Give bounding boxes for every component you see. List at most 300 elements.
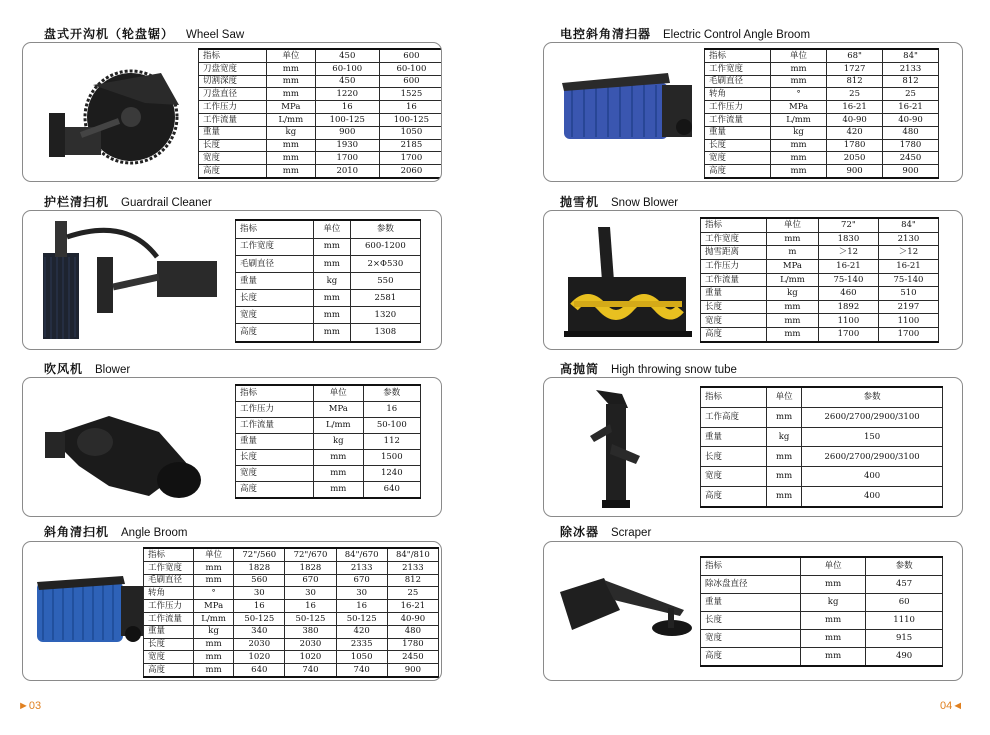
spec-label-cell: 宽度 bbox=[144, 651, 194, 664]
spec-label-cell: 高度 bbox=[701, 328, 767, 342]
spec-value-cell: 30 bbox=[234, 587, 285, 600]
spec-label-cell: 高度 bbox=[701, 486, 767, 507]
spec-label-cell: 长度 bbox=[701, 447, 767, 467]
spec-label-cell: 工作宽度 bbox=[144, 561, 194, 574]
spec-value-cell: 2133 bbox=[883, 62, 939, 75]
spec-value-cell: 2030 bbox=[285, 638, 336, 651]
spec-header-row bbox=[705, 49, 939, 62]
spec-value-cell: 480 bbox=[883, 126, 939, 139]
spec-unit-cell: mm bbox=[801, 647, 866, 666]
electric-angle-broom-card bbox=[543, 42, 963, 182]
spec-label-cell: 长度 bbox=[701, 611, 801, 629]
spec-row bbox=[701, 647, 943, 666]
spec-value-cell: 900 bbox=[883, 165, 939, 178]
spec-label-cell: 工作压力 bbox=[199, 101, 267, 114]
spec-unit-cell: mm bbox=[767, 467, 802, 487]
spec-unit-cell: MPa bbox=[771, 101, 827, 114]
spec-value-cell: 900 bbox=[387, 664, 438, 677]
spec-label-cell: 长度 bbox=[199, 139, 267, 152]
spec-unit-cell: mm bbox=[194, 664, 234, 677]
spec-value-cell: 112 bbox=[363, 434, 420, 450]
spec-unit-cell: mm bbox=[767, 328, 819, 342]
spec-value-cell: 1110 bbox=[866, 611, 943, 629]
spec-value-cell: 457 bbox=[866, 576, 943, 594]
spec-label-cell: 宽度 bbox=[701, 314, 767, 328]
spec-value-cell: 740 bbox=[336, 664, 387, 677]
spec-row bbox=[199, 152, 443, 165]
spec-value-cell: 参数 bbox=[802, 387, 943, 408]
spec-value-cell: 16 bbox=[363, 402, 420, 418]
spec-value-cell: 380 bbox=[285, 625, 336, 638]
spec-value-cell: 1700 bbox=[878, 328, 938, 342]
spec-row bbox=[236, 272, 421, 289]
spec-label-cell: 长度 bbox=[705, 139, 771, 152]
spec-unit-cell: L/mm bbox=[314, 418, 364, 434]
spec-unit-cell: mm bbox=[314, 290, 351, 307]
spec-row bbox=[144, 664, 439, 677]
spec-value-cell: 450 bbox=[315, 75, 379, 88]
spec-label-cell: 宽度 bbox=[236, 465, 314, 481]
spec-value-cell: 30 bbox=[285, 587, 336, 600]
spec-value-cell: 420 bbox=[827, 126, 883, 139]
spec-label-cell: 切割深度 bbox=[199, 75, 267, 88]
spec-label-cell: 重量 bbox=[701, 287, 767, 301]
spec-row bbox=[701, 232, 939, 246]
spec-value-cell: 1700 bbox=[315, 152, 379, 165]
spec-value-cell: 40-90 bbox=[883, 114, 939, 127]
spec-value-cell: 1828 bbox=[285, 561, 336, 574]
spec-value-cell: 16 bbox=[234, 600, 285, 613]
spec-value-cell: 75-140 bbox=[818, 273, 878, 287]
spec-row bbox=[199, 165, 443, 178]
spec-row bbox=[236, 324, 421, 342]
spec-value-cell: 50-100 bbox=[363, 418, 420, 434]
spec-row bbox=[199, 139, 443, 152]
snow-blower-spec-table bbox=[700, 217, 939, 343]
spec-value-cell: 670 bbox=[336, 574, 387, 587]
spec-row bbox=[144, 613, 439, 626]
spec-row bbox=[701, 629, 943, 647]
spec-label-cell: 重量 bbox=[236, 434, 314, 450]
spec-value-cell: 16-21 bbox=[883, 101, 939, 114]
spec-row bbox=[701, 300, 939, 314]
spec-label-cell: 高度 bbox=[199, 165, 267, 178]
spec-unit-cell: mm bbox=[771, 165, 827, 178]
spec-value-cell: 1100 bbox=[818, 314, 878, 328]
spec-row bbox=[144, 600, 439, 613]
spec-value-cell: 1020 bbox=[285, 651, 336, 664]
blower-image bbox=[39, 396, 219, 502]
spec-row bbox=[705, 126, 939, 139]
spec-value-cell: 400 bbox=[802, 467, 943, 487]
spec-value-cell: 16 bbox=[379, 101, 442, 114]
spec-value-cell: 600-1200 bbox=[350, 238, 420, 255]
spec-row bbox=[236, 290, 421, 307]
spec-value-cell: 420 bbox=[336, 625, 387, 638]
spec-row bbox=[236, 238, 421, 255]
spec-label-cell: 高度 bbox=[236, 481, 314, 498]
spec-value-cell: 1828 bbox=[234, 561, 285, 574]
scraper-spec-table bbox=[700, 556, 943, 667]
spec-label-cell: 高度 bbox=[236, 324, 314, 342]
spec-header-row bbox=[199, 49, 443, 62]
spec-row bbox=[236, 255, 421, 272]
spec-row bbox=[199, 62, 443, 75]
spec-value-cell: 2185 bbox=[379, 139, 442, 152]
spec-value-cell: ＞12 bbox=[818, 246, 878, 260]
spec-label-cell: 重量 bbox=[705, 126, 771, 139]
scraper-image bbox=[554, 560, 694, 660]
page-number-left: ►03 bbox=[18, 700, 42, 712]
guardrail-cleaner-spec-table bbox=[235, 219, 421, 343]
spec-label-cell: 工作压力 bbox=[236, 402, 314, 418]
spec-unit-cell: MPa bbox=[767, 260, 819, 274]
spec-unit-cell: mm bbox=[267, 152, 316, 165]
spec-value-cell: ＞12 bbox=[878, 246, 938, 260]
spec-value-cell: 915 bbox=[866, 629, 943, 647]
snow-tube-image bbox=[566, 384, 676, 512]
spec-value-cell: 40-90 bbox=[387, 613, 438, 626]
spec-value-cell: 1700 bbox=[379, 152, 442, 165]
spec-value-cell: 40-90 bbox=[827, 114, 883, 127]
electric-angle-broom-title: 电控斜角清扫器 Electric Control Angle Broom bbox=[560, 27, 811, 41]
spec-unit-cell: mm bbox=[194, 638, 234, 651]
spec-label-cell: 高度 bbox=[144, 664, 194, 677]
spec-row bbox=[199, 114, 443, 127]
spec-value-cell: 480 bbox=[387, 625, 438, 638]
spec-row bbox=[705, 88, 939, 101]
spec-value-cell: 600 bbox=[379, 75, 442, 88]
spec-header-row bbox=[144, 548, 439, 561]
spec-label-cell: 抛雪距离 bbox=[701, 246, 767, 260]
spec-unit-cell: kg bbox=[801, 594, 866, 612]
blower-title: 吹风机 Blower bbox=[44, 362, 131, 376]
spec-value-cell: 400 bbox=[802, 486, 943, 507]
spec-row bbox=[701, 486, 943, 507]
spec-label-cell: 重量 bbox=[236, 272, 314, 289]
spec-value-cell: 1780 bbox=[827, 139, 883, 152]
spec-row bbox=[701, 611, 943, 629]
spec-value-cell: 50-125 bbox=[336, 613, 387, 626]
spec-value-cell: 84" bbox=[883, 49, 939, 62]
spec-row bbox=[705, 165, 939, 178]
spec-row bbox=[701, 314, 939, 328]
spec-unit-cell: mm bbox=[314, 465, 364, 481]
spec-row bbox=[705, 114, 939, 127]
spec-value-cell: 550 bbox=[350, 272, 420, 289]
spec-label-cell: 宽度 bbox=[236, 307, 314, 324]
guardrail-cleaner-image bbox=[37, 217, 227, 345]
spec-unit-cell: mm bbox=[267, 139, 316, 152]
spec-value-cell: 1930 bbox=[315, 139, 379, 152]
wheel-saw-title: 盘式开沟机（轮盘锯） Wheel Saw bbox=[44, 27, 245, 41]
spec-value-cell: 2130 bbox=[878, 232, 938, 246]
spec-label-cell: 工作流量 bbox=[144, 613, 194, 626]
spec-unit-cell: mm bbox=[767, 232, 819, 246]
spec-row bbox=[701, 328, 939, 342]
spec-value-cell: 50-125 bbox=[234, 613, 285, 626]
spec-label-cell: 长度 bbox=[236, 290, 314, 307]
spec-value-cell: 1240 bbox=[363, 465, 420, 481]
spec-label-cell: 指标 bbox=[236, 220, 314, 238]
spec-row bbox=[701, 427, 943, 447]
spec-unit-cell: mm bbox=[767, 314, 819, 328]
spec-value-cell: 812 bbox=[827, 75, 883, 88]
spec-value-cell: 1525 bbox=[379, 88, 442, 101]
spec-unit-cell: kg bbox=[314, 272, 351, 289]
spec-value-cell: 2133 bbox=[387, 561, 438, 574]
spec-row bbox=[701, 246, 939, 260]
spec-unit-cell: L/mm bbox=[267, 114, 316, 127]
spec-value-cell: 75-140 bbox=[878, 273, 938, 287]
spec-label-cell: 转角 bbox=[705, 88, 771, 101]
spec-label-cell: 指标 bbox=[236, 385, 314, 402]
spec-label-cell: 工作压力 bbox=[701, 260, 767, 274]
angle-broom-card bbox=[22, 541, 442, 681]
spec-value-cell: 84"/810 bbox=[387, 548, 438, 561]
spec-label-cell: 指标 bbox=[705, 49, 771, 62]
spec-header-row bbox=[701, 557, 943, 576]
spec-value-cell: 参数 bbox=[363, 385, 420, 402]
spec-value-cell: 2133 bbox=[336, 561, 387, 574]
spec-row bbox=[236, 402, 421, 418]
spec-unit-cell: MPa bbox=[314, 402, 364, 418]
spec-value-cell: 900 bbox=[827, 165, 883, 178]
spec-unit-cell: L/mm bbox=[194, 613, 234, 626]
spec-value-cell: 30 bbox=[336, 587, 387, 600]
spec-label-cell: 刀盘直径 bbox=[199, 88, 267, 101]
spec-unit-cell: mm bbox=[267, 88, 316, 101]
spec-value-cell: 490 bbox=[866, 647, 943, 666]
spec-label-cell: 指标 bbox=[701, 557, 801, 576]
spec-row bbox=[701, 467, 943, 487]
spec-unit-cell: mm bbox=[767, 300, 819, 314]
spec-row bbox=[701, 260, 939, 274]
spec-value-cell: 1020 bbox=[234, 651, 285, 664]
spec-value-cell: 1308 bbox=[350, 324, 420, 342]
spec-value-cell: 2600/2700/2900/3100 bbox=[802, 447, 943, 467]
spec-label-cell: 指标 bbox=[701, 218, 767, 232]
spec-value-cell: 参数 bbox=[866, 557, 943, 576]
spec-value-cell: 16-21 bbox=[827, 101, 883, 114]
spec-value-cell: 2450 bbox=[883, 152, 939, 165]
spec-label-cell: 重量 bbox=[144, 625, 194, 638]
spec-label-cell: 工作流量 bbox=[701, 273, 767, 287]
spec-value-cell: 60 bbox=[866, 594, 943, 612]
spec-value-cell: 2060 bbox=[379, 165, 442, 178]
spec-row bbox=[236, 418, 421, 434]
spec-unit-cell: 单位 bbox=[801, 557, 866, 576]
spec-value-cell: 2050 bbox=[827, 152, 883, 165]
snow-tube-card bbox=[543, 377, 963, 517]
spec-unit-cell: kg bbox=[314, 434, 364, 450]
spec-unit-cell: mm bbox=[767, 447, 802, 467]
spec-value-cell: 72" bbox=[818, 218, 878, 232]
spec-value-cell: 72"/670 bbox=[285, 548, 336, 561]
spec-unit-cell: mm bbox=[771, 75, 827, 88]
spec-value-cell: 340 bbox=[234, 625, 285, 638]
spec-unit-cell: 单位 bbox=[314, 385, 364, 402]
spec-row bbox=[144, 574, 439, 587]
page-number-right: 04◄ bbox=[940, 700, 964, 712]
spec-value-cell: 812 bbox=[387, 574, 438, 587]
spec-value-cell: 510 bbox=[878, 287, 938, 301]
spec-value-cell: 460 bbox=[818, 287, 878, 301]
spec-label-cell: 重量 bbox=[701, 427, 767, 447]
spec-row bbox=[199, 126, 443, 139]
electric-angle-broom-image bbox=[558, 65, 704, 161]
spec-value-cell: 2581 bbox=[350, 290, 420, 307]
spec-row bbox=[705, 101, 939, 114]
spec-label-cell: 工作宽度 bbox=[705, 62, 771, 75]
spec-value-cell: 100-125 bbox=[315, 114, 379, 127]
wheel-saw-image bbox=[41, 55, 201, 173]
spec-unit-cell: L/mm bbox=[767, 273, 819, 287]
spec-unit-cell: 单位 bbox=[767, 387, 802, 408]
spec-row bbox=[701, 273, 939, 287]
spec-label-cell: 工作压力 bbox=[705, 101, 771, 114]
spec-row bbox=[199, 101, 443, 114]
spec-label-cell: 毛刷直径 bbox=[705, 75, 771, 88]
spec-unit-cell: kg bbox=[194, 625, 234, 638]
spec-row bbox=[701, 408, 943, 428]
spec-label-cell: 毛刷直径 bbox=[144, 574, 194, 587]
spec-row bbox=[701, 594, 943, 612]
spec-value-cell: 2600/2700/2900/3100 bbox=[802, 408, 943, 428]
spec-label-cell: 工作高度 bbox=[701, 408, 767, 428]
spec-unit-cell: kg bbox=[767, 287, 819, 301]
spec-row bbox=[705, 62, 939, 75]
spec-label-cell: 重量 bbox=[701, 594, 801, 612]
spec-row bbox=[236, 434, 421, 450]
spec-unit-cell: 单位 bbox=[767, 218, 819, 232]
spec-unit-cell: mm bbox=[267, 75, 316, 88]
spec-unit-cell: 单位 bbox=[267, 49, 316, 62]
spec-unit-cell: mm bbox=[314, 449, 364, 465]
spec-header-row bbox=[701, 387, 943, 408]
spec-label-cell: 工作流量 bbox=[705, 114, 771, 127]
spec-value-cell: 25 bbox=[387, 587, 438, 600]
spec-value-cell: 1700 bbox=[818, 328, 878, 342]
spec-value-cell: 1500 bbox=[363, 449, 420, 465]
spec-value-cell: 670 bbox=[285, 574, 336, 587]
spec-unit-cell: mm bbox=[314, 238, 351, 255]
snow-tube-spec-table bbox=[700, 386, 943, 508]
spec-label-cell: 宽度 bbox=[701, 467, 767, 487]
spec-unit-cell: mm bbox=[314, 481, 364, 498]
spec-value-cell: 16 bbox=[336, 600, 387, 613]
snow-blower-image bbox=[558, 221, 698, 345]
spec-value-cell: 150 bbox=[802, 427, 943, 447]
spec-unit-cell: mm bbox=[194, 561, 234, 574]
spec-row bbox=[236, 307, 421, 324]
spec-value-cell: 25 bbox=[883, 88, 939, 101]
spec-value-cell: 2×Φ530 bbox=[350, 255, 420, 272]
spec-value-cell: 参数 bbox=[350, 220, 420, 238]
spec-unit-cell: kg bbox=[267, 126, 316, 139]
spec-label-cell: 工作压力 bbox=[144, 600, 194, 613]
spec-value-cell: 16 bbox=[285, 600, 336, 613]
spec-row bbox=[199, 75, 443, 88]
spec-value-cell: 812 bbox=[883, 75, 939, 88]
spec-unit-cell: mm bbox=[314, 324, 351, 342]
spec-row bbox=[705, 152, 939, 165]
snow-blower-title: 抛雪机 Snow Blower bbox=[560, 195, 679, 209]
spec-value-cell: 1220 bbox=[315, 88, 379, 101]
spec-unit-cell: mm bbox=[801, 576, 866, 594]
spec-label-cell: 重量 bbox=[199, 126, 267, 139]
spec-value-cell: 600 bbox=[379, 49, 442, 62]
spec-row bbox=[144, 625, 439, 638]
spec-value-cell: 1050 bbox=[379, 126, 442, 139]
scraper-card bbox=[543, 541, 963, 681]
spec-unit-cell: MPa bbox=[194, 600, 234, 613]
spec-label-cell: 宽度 bbox=[701, 629, 801, 647]
spec-label-cell: 长度 bbox=[236, 449, 314, 465]
spec-label-cell: 转角 bbox=[144, 587, 194, 600]
spec-value-cell: 1830 bbox=[818, 232, 878, 246]
spec-label-cell: 指标 bbox=[199, 49, 267, 62]
spec-row bbox=[144, 638, 439, 651]
snow-blower-card bbox=[543, 210, 963, 350]
spec-unit-cell: kg bbox=[767, 427, 802, 447]
spec-row bbox=[705, 139, 939, 152]
spec-unit-cell: mm bbox=[267, 165, 316, 178]
spec-value-cell: 1727 bbox=[827, 62, 883, 75]
spec-unit-cell: 单位 bbox=[771, 49, 827, 62]
spec-label-cell: 工作流量 bbox=[236, 418, 314, 434]
spec-label-cell: 长度 bbox=[701, 300, 767, 314]
spec-row bbox=[144, 587, 439, 600]
spec-row bbox=[236, 481, 421, 498]
spec-value-cell: 1780 bbox=[387, 638, 438, 651]
spec-value-cell: 2010 bbox=[315, 165, 379, 178]
spec-unit-cell: kg bbox=[771, 126, 827, 139]
spec-value-cell: 900 bbox=[315, 126, 379, 139]
spec-label-cell: 宽度 bbox=[705, 152, 771, 165]
spec-unit-cell: 单位 bbox=[314, 220, 351, 238]
spec-row bbox=[236, 449, 421, 465]
spec-row bbox=[236, 465, 421, 481]
spec-label-cell: 工作流量 bbox=[199, 114, 267, 127]
spec-header-row bbox=[236, 220, 421, 238]
spec-unit-cell: mm bbox=[801, 629, 866, 647]
spec-value-cell: 450 bbox=[315, 49, 379, 62]
spec-unit-cell: mm bbox=[194, 574, 234, 587]
spec-row bbox=[144, 651, 439, 664]
spec-label-cell: 指标 bbox=[144, 548, 194, 561]
guardrail-cleaner-title: 护栏清扫机 Guardrail Cleaner bbox=[44, 195, 212, 209]
spec-unit-cell: mm bbox=[771, 152, 827, 165]
spec-value-cell: 16-21 bbox=[818, 260, 878, 274]
spec-label-cell: 高度 bbox=[705, 165, 771, 178]
spec-unit-cell: mm bbox=[771, 62, 827, 75]
spec-value-cell: 2197 bbox=[878, 300, 938, 314]
spec-row bbox=[144, 561, 439, 574]
spec-value-cell: 2335 bbox=[336, 638, 387, 651]
spec-label-cell: 宽度 bbox=[199, 152, 267, 165]
spec-unit-cell: ° bbox=[194, 587, 234, 600]
spec-value-cell: 60-100 bbox=[315, 62, 379, 75]
spec-value-cell: 84" bbox=[878, 218, 938, 232]
spec-row bbox=[199, 88, 443, 101]
spec-row bbox=[705, 75, 939, 88]
spec-row bbox=[701, 287, 939, 301]
spec-value-cell: 1780 bbox=[883, 139, 939, 152]
angle-broom-image bbox=[33, 572, 151, 652]
spec-value-cell: 1050 bbox=[336, 651, 387, 664]
spec-unit-cell: mm bbox=[314, 307, 351, 324]
